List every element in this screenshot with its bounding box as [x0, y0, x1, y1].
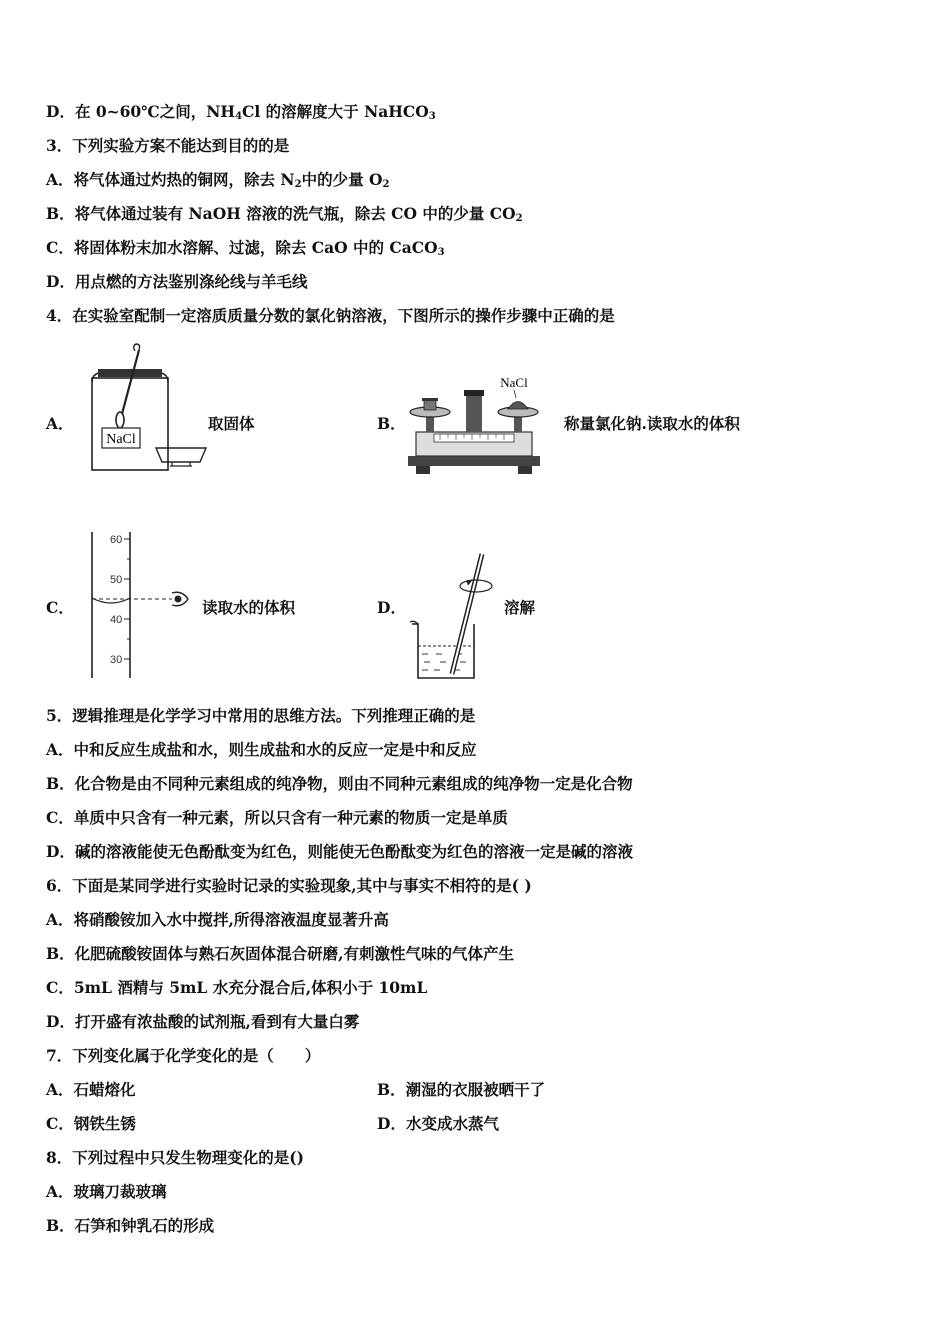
meniscus	[92, 598, 130, 603]
q7-option-c: C．钢铁生锈	[46, 1114, 136, 1133]
q8-option-a: A．玻璃刀裁玻璃	[46, 1182, 167, 1201]
q3-a-mid: 中的少量 O	[301, 170, 383, 189]
q4-a-caption: 取固体	[208, 414, 255, 433]
q2-d-mid: Cl 的溶解度大于 NaHCO	[242, 102, 429, 121]
q3-a-prefix: A．将气体通过灼热的铜网，除去 N	[46, 170, 295, 189]
balance-figure	[404, 372, 544, 478]
q3-option-b	[46, 204, 523, 224]
q4-d-label: D．	[377, 598, 406, 617]
q8-option-b: B．石笋和钟乳石的形成	[46, 1216, 215, 1235]
bottle-body	[92, 378, 168, 470]
q5-option-a: A．中和反应生成盐和水，则生成盐和水的反应一定是中和反应	[46, 740, 477, 759]
q5-option-d: D．碱的溶液能使无色酚酞变为红色，则能使无色酚酞变为红色的溶液一定是碱的溶液	[46, 842, 633, 861]
q7-stem: 7．下列变化属于化学变化的是（ ）	[46, 1046, 321, 1065]
q3-b-prefix: B．将气体通过装有 NaOH 溶液的洗气瓶，除去 CO 中的少量 CO	[46, 204, 516, 223]
q6-option-d: D．打开盛有浓盐酸的试剂瓶,看到有大量白雾	[46, 1012, 360, 1031]
q3-a-sub2: 2	[382, 179, 390, 190]
q4-b-caption: 称量氯化钠.读取水的体积	[564, 414, 740, 433]
q5-option-c: C．单质中只含有一种元素，所以只含有一种元素的物质一定是单质	[46, 808, 508, 827]
q2-d-sub1: 4	[235, 111, 243, 122]
q4-c-label: C．	[46, 598, 74, 617]
spoon-handle	[122, 350, 139, 414]
q7-option-d: D．水变成水蒸气	[377, 1114, 499, 1133]
tick-label: 60	[110, 534, 123, 546]
q5-option-b: B．化合物是由不同种元素组成的纯净物，则由不同种元素组成的纯净物一定是化合物	[46, 774, 633, 793]
q6-option-a: A．将硝酸铵加入水中搅拌,所得溶液温度显著升高	[46, 910, 389, 929]
bottle-neck	[98, 369, 162, 377]
q5-stem: 5．逻辑推理是化学学习中常用的思维方法。下列推理正确的是	[46, 706, 476, 725]
q6-stem: 6．下面是某同学进行实验时记录的实验现象,其中与事实不相符的是( )	[46, 876, 532, 895]
q8-stem: 8．下列过程中只发生物理变化的是()	[46, 1148, 304, 1167]
q7-option-a: A．石蜡熔化	[46, 1080, 136, 1099]
balance-pillar	[466, 392, 482, 432]
tick-label: 30	[110, 654, 123, 666]
q3-c-sub: 3	[437, 247, 445, 258]
bottle-label-text: NaCl	[106, 432, 136, 447]
spoon-bowl	[116, 412, 124, 428]
q4-d-caption: 溶解	[504, 598, 536, 617]
q7-option-b: B．潮湿的衣服被晒干了	[377, 1080, 546, 1099]
tick-label: 50	[110, 574, 123, 586]
balance-base	[408, 456, 540, 466]
q2-d-sub2: 3	[428, 111, 436, 122]
q6-option-b: B．化肥硫酸铵固体与熟石灰固体混合研磨,有刺激性气味的气体产生	[46, 944, 514, 963]
q3-a-sub1: 2	[294, 179, 302, 190]
q6-option-c: C．5mL 酒精与 5mL 水充分混合后,体积小于 10mL	[46, 978, 428, 997]
q2-option-d	[46, 102, 436, 122]
weighing-dish	[156, 448, 206, 462]
q4-stem: 4．在实验室配制一定溶质质量分数的氯化钠溶液，下图所示的操作步骤中正确的是	[46, 306, 615, 325]
weight	[424, 400, 436, 410]
q3-b-sub: 2	[515, 213, 523, 224]
beaker-stirring-figure	[408, 550, 498, 682]
q4-c-caption: 读取水的体积	[202, 598, 296, 617]
tick-label: 40	[110, 614, 123, 626]
graduated-cylinder-figure	[86, 528, 198, 680]
q3-c-prefix: C．将固体粉末加水溶解、过滤，除去 CaO 中的 CaCO	[46, 238, 438, 257]
q3-option-c	[46, 238, 445, 258]
nacl-pile	[508, 402, 528, 410]
q3-option-d: D．用点燃的方法鉴别涤纶线与羊毛线	[46, 272, 308, 291]
balance-pan-label: NaCl	[500, 375, 528, 390]
q3-stem: 3．下列实验方案不能达到目的的是	[46, 136, 290, 155]
q4-b-label: B．	[377, 414, 406, 433]
reagent-bottle-figure	[84, 342, 214, 474]
q2-d-prefix: D．在 0~60℃之间，NH	[46, 102, 236, 121]
q4-a-label: A．	[46, 414, 74, 433]
q3-option-a	[46, 170, 389, 190]
